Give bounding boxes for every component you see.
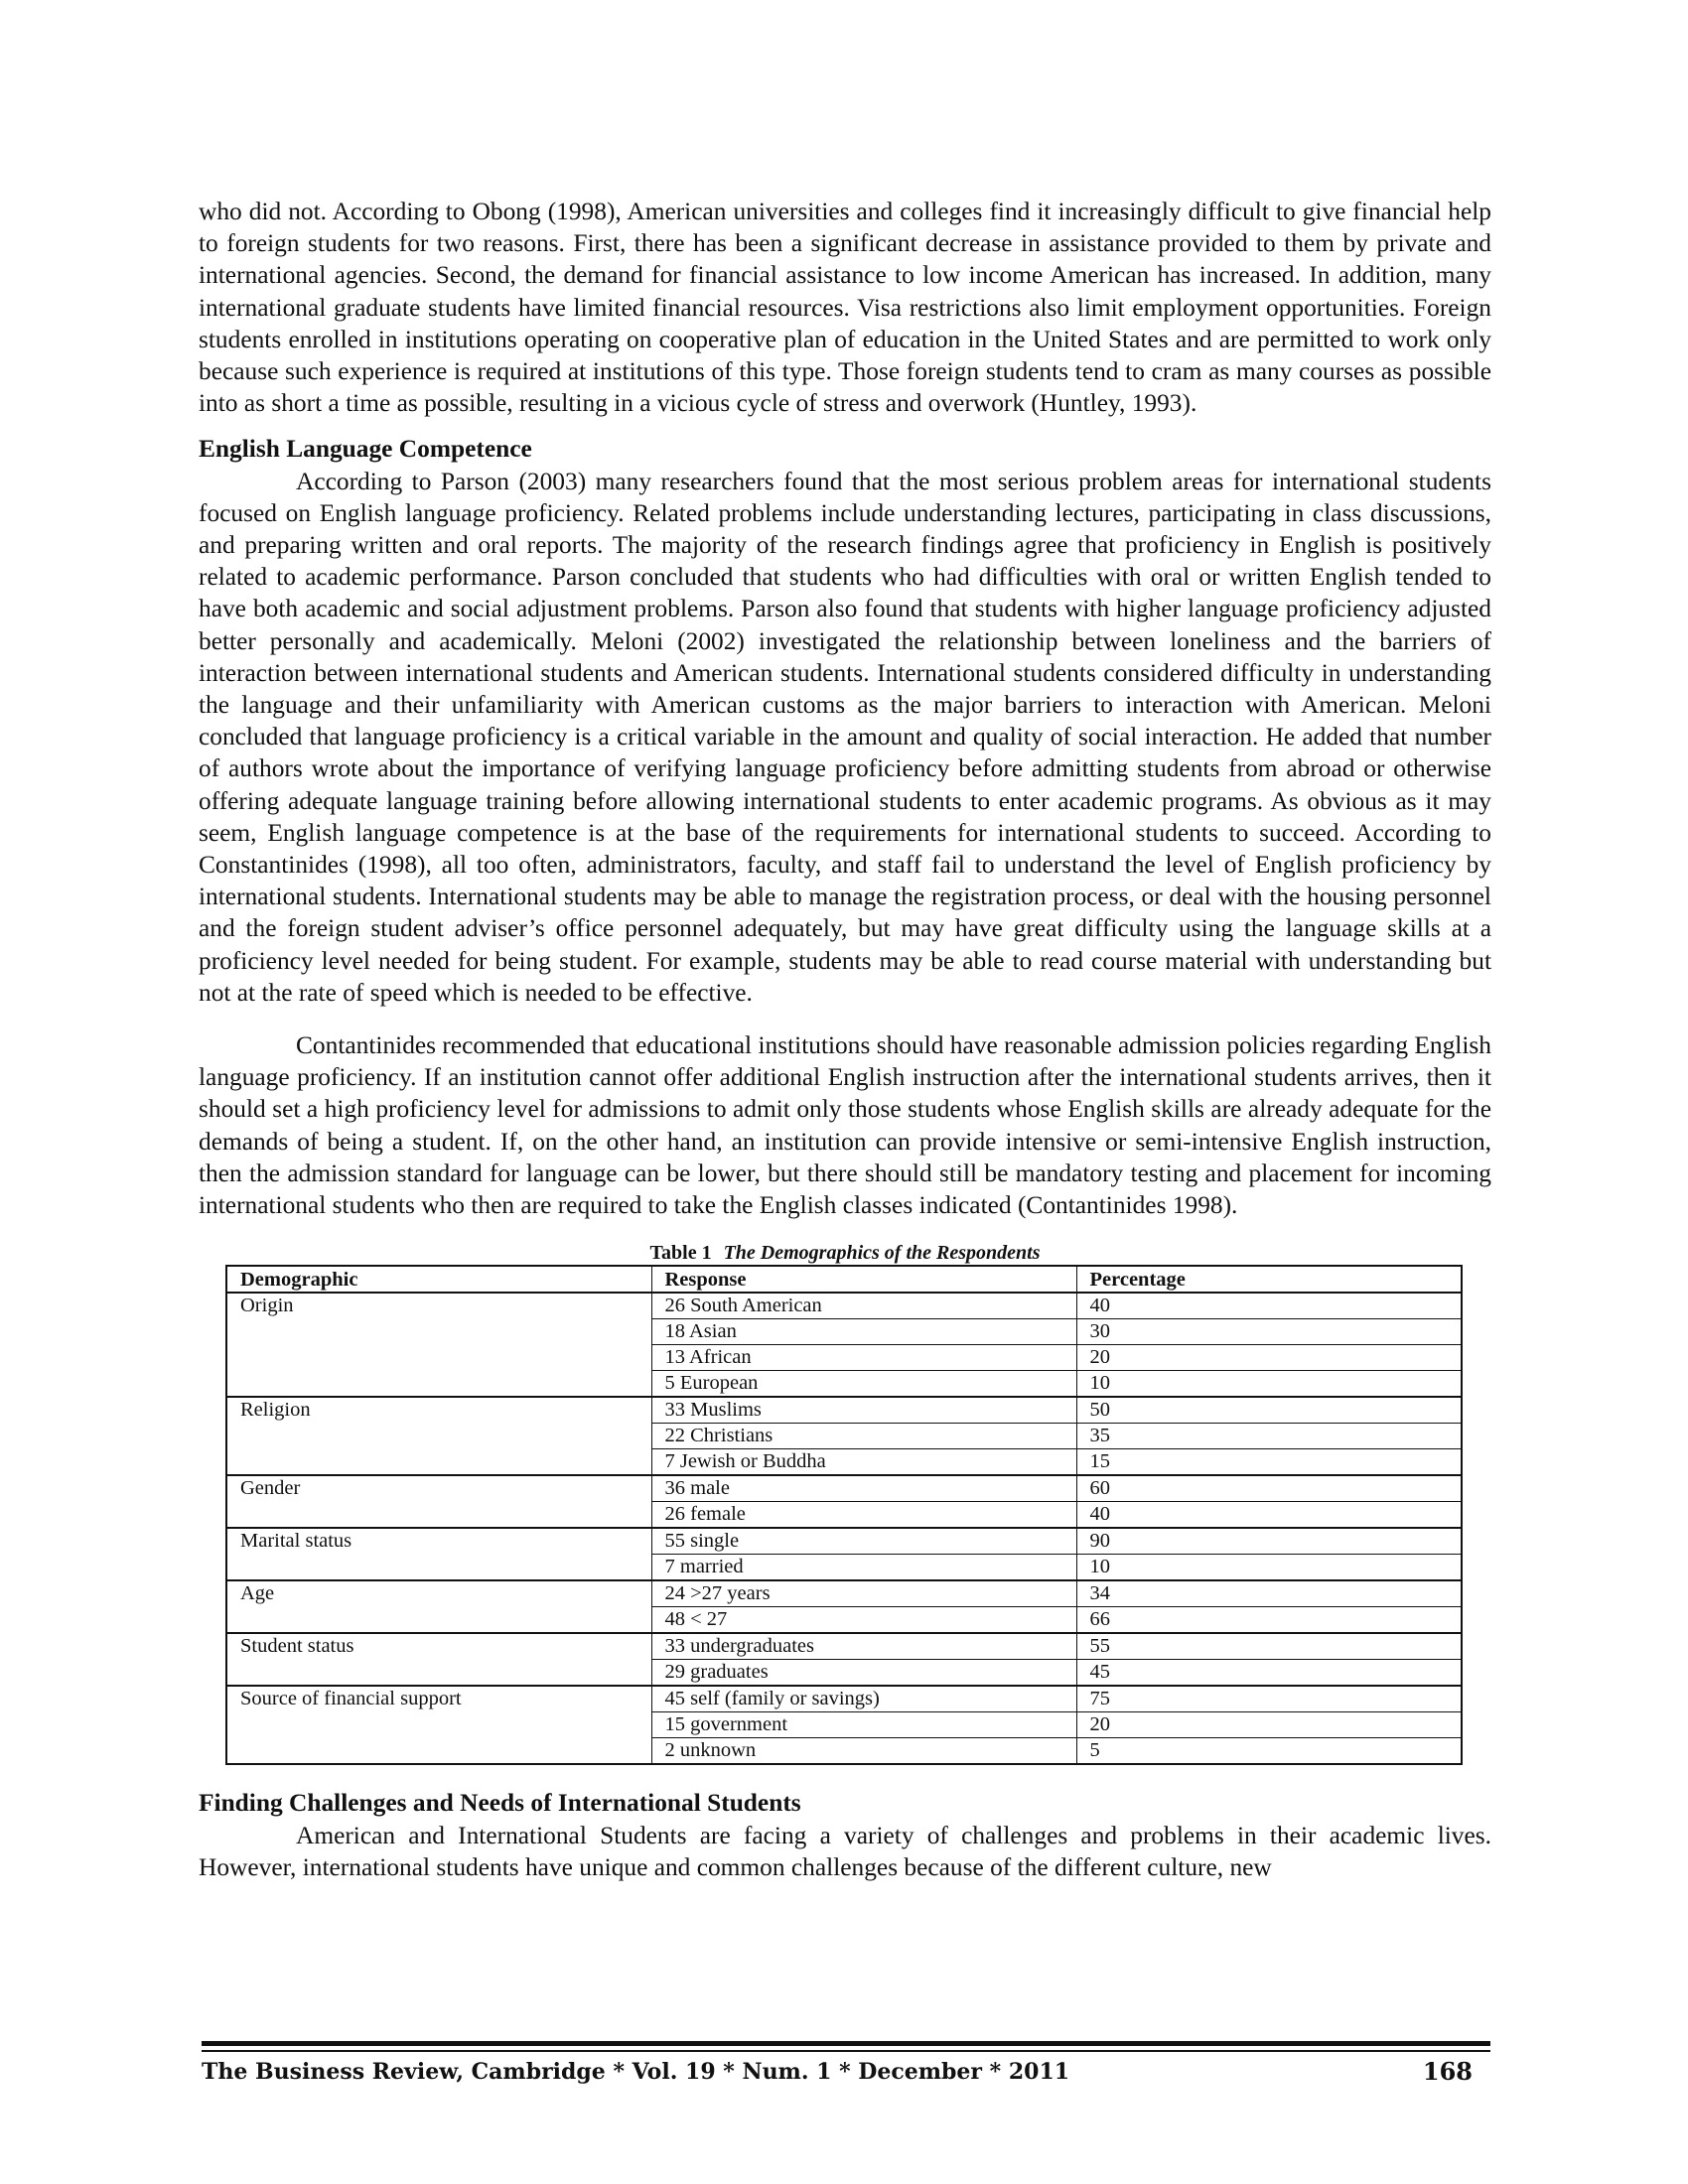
cell-response: 55 single (651, 1528, 1076, 1555)
cell-response: 7 Jewish or Buddha (651, 1449, 1076, 1476)
cell-demographic (226, 1660, 651, 1687)
table-row (226, 1580, 1462, 1607)
cell-response: 29 graduates (651, 1660, 1076, 1687)
table-row (226, 1424, 1462, 1449)
cell-response: 5 European (651, 1371, 1076, 1398)
section-heading-english-competence: English Language Competence (199, 435, 532, 464)
table-row (226, 1449, 1462, 1476)
table-row (226, 1502, 1462, 1529)
cell-percentage: 20 (1076, 1712, 1462, 1738)
cell-demographic (226, 1712, 651, 1738)
header-response: Response (651, 1266, 1076, 1293)
cell-percentage: 60 (1076, 1475, 1462, 1502)
cell-percentage: 20 (1076, 1345, 1462, 1371)
cell-response: 48 < 27 (651, 1607, 1076, 1634)
cell-demographic (226, 1502, 651, 1529)
table-row (226, 1319, 1462, 1345)
cell-percentage: 10 (1076, 1371, 1462, 1398)
page-body (199, 196, 1491, 1883)
cell-response: 13 African (651, 1345, 1076, 1371)
table-row (226, 1607, 1462, 1634)
cell-percentage: 55 (1076, 1633, 1462, 1660)
cell-demographic (226, 1607, 651, 1634)
page-footer (202, 2057, 1473, 2091)
cell-response: 7 married (651, 1555, 1076, 1581)
cell-percentage: 30 (1076, 1319, 1462, 1345)
cell-demographic: Gender (226, 1475, 651, 1502)
cell-percentage: 90 (1076, 1528, 1462, 1555)
table-row (226, 1397, 1462, 1424)
cell-demographic (226, 1424, 651, 1449)
cell-percentage: 50 (1076, 1397, 1462, 1424)
cell-percentage: 40 (1076, 1502, 1462, 1529)
cell-demographic (226, 1555, 651, 1581)
cell-demographic: Age (226, 1580, 651, 1607)
cell-percentage: 5 (1076, 1738, 1462, 1765)
table-caption (199, 1241, 1491, 1265)
cell-percentage: 75 (1076, 1686, 1462, 1712)
cell-demographic (226, 1738, 651, 1765)
footer-journal-citation: The Business Review, Cambridge * Vol. 19 * Num. 1 * December * 2011 (202, 2059, 1070, 2085)
table-row (226, 1345, 1462, 1371)
cell-response: 2 unknown (651, 1738, 1076, 1765)
header-demographic: Demographic (226, 1266, 651, 1293)
table-row (226, 1475, 1462, 1502)
page-number: 168 (1422, 2057, 1473, 2086)
cell-demographic (226, 1449, 651, 1476)
cell-demographic: Student status (226, 1633, 651, 1660)
cell-percentage: 40 (1076, 1293, 1462, 1319)
cell-percentage: 35 (1076, 1424, 1462, 1449)
paragraph-admission-policies: Contantinides recommended that educational institutions should have reasonable admission policies regarding English language proficiency. If an institution cannot offer additional English instruction after the international students arrives, then it should set a high proficiency level for admissions to admit only those students whose English skills are already adequate for the demands of being a student. If, on the other hand, an institution can provide intensive or semi-intensive English instruction, then the admission standard for language can be lower, but there should still be mandatory testing and placement for incoming international students who then are required to take the English classes indicated (Contantinides 1998). (199, 1031, 1491, 1220)
cell-percentage: 45 (1076, 1660, 1462, 1687)
header-percentage: Percentage (1076, 1266, 1462, 1293)
table-row (226, 1371, 1462, 1398)
cell-response: 24 >27 years (651, 1580, 1076, 1607)
table-row (226, 1633, 1462, 1660)
cell-percentage: 15 (1076, 1449, 1462, 1476)
footer-rule-thick (202, 2041, 1490, 2046)
cell-demographic: Marital status (226, 1528, 651, 1555)
table-row (226, 1712, 1462, 1738)
table-row (226, 1528, 1462, 1555)
cell-percentage: 10 (1076, 1555, 1462, 1581)
cell-response: 36 male (651, 1475, 1076, 1502)
table-body (226, 1293, 1462, 1764)
cell-demographic: Origin (240, 1295, 294, 1317)
cell-response: 45 self (family or savings) (651, 1686, 1076, 1712)
table-row (226, 1660, 1462, 1687)
cell-response: 18 Asian (651, 1319, 1076, 1345)
cell-response: 15 government (651, 1712, 1076, 1738)
paragraph-finding-challenges: American and International Students are facing a variety of challenges and problems in their academic lives. However, international students have unique and common challenges because of the different culture, new (199, 1821, 1491, 1881)
table-row (226, 1738, 1462, 1765)
cell-percentage: 66 (1076, 1607, 1462, 1634)
table-row (226, 1686, 1462, 1712)
table-label: Table 1 (649, 1242, 712, 1265)
paragraph-english-competence: According to Parson (2003) many researchers found that the most serious problem areas for international students focused on English language proficiency. Related problems include understanding lectures, participating in class discussions, and preparing written and oral reports. The majority of the research findings agree that proficiency in English is positively related to academic performance. Parson concluded that students who had difficulties with oral or written English tended to have both academic and social adjustment problems. Parson also found that students with higher language proficiency adjusted better personally and academically. Meloni (2002) investigated the relationship between loneliness and the barriers of interaction between international students and American students. International students considered difficulty in understanding the language and their unfamiliarity with American customs as the major barriers to interaction with American. Meloni concluded that language proficiency is a critical variable in the amount and quality of social interaction. He added that number of authors wrote about the importance of verifying language proficiency before admitting students from abroad or otherwise offering adequate language training before allowing international students to enter academic programs. As obvious as it may seem, English language competence is at the base of the requirements for international students to succeed. According to Constantinides (1998), all too often, administrators, faculty, and staff fail to understand the level of English proficiency by international students. International students may be able to manage the registration process, or deal with the housing personnel and the foreign student adviser’s office personnel adequately, but may have great difficulty using the language skills at a proficiency level needed for being student. For example, students may be able to read course material with understanding but not at the rate of speed which is needed to be effective. (199, 467, 1491, 1007)
table-title: The Demographics of the Respondents (723, 1242, 1041, 1265)
cell-demographic (226, 1319, 651, 1345)
cell-demographic: Source of financial support (226, 1686, 651, 1712)
cell-response: 26 female (651, 1502, 1076, 1529)
cell-response: 26 South American (651, 1293, 1076, 1319)
cell-response: 22 Christians (651, 1424, 1076, 1449)
demographics-table (225, 1265, 1463, 1765)
cell-response: 33 undergraduates (651, 1633, 1076, 1660)
table-row (226, 1293, 1462, 1319)
cell-demographic: Religion (226, 1397, 651, 1424)
footer-rule-thin (202, 2050, 1490, 2052)
paragraph-financial: who did not. According to Obong (1998), American universities and colleges find it increasingly difficult to give financial help to foreign students for two reasons. First, there has been a significant decrease in assistance provided to them by private and international agencies. Second, the demand for financial assistance to low income American has increased. In addition, many international graduate students have limited financial resources. Visa restrictions also limit employment opportunities. Foreign students enrolled in institutions operating on cooperative plan of education in the United States and are permitted to work only because such experience is required at institutions of this type. Those foreign students tend to cram as many courses as possible into as short a time as possible, resulting in a vicious cycle of stress and overwork (Huntley, 1993). (199, 198, 1491, 418)
cell-response: 33 Muslims (651, 1397, 1076, 1424)
table-header-row (226, 1266, 1462, 1293)
cell-demographic (226, 1371, 651, 1398)
section-heading-finding-challenges: Finding Challenges and Needs of International Students (199, 1789, 801, 1818)
cell-percentage: 34 (1076, 1580, 1462, 1607)
cell-demographic (226, 1345, 651, 1371)
table-row (226, 1555, 1462, 1581)
